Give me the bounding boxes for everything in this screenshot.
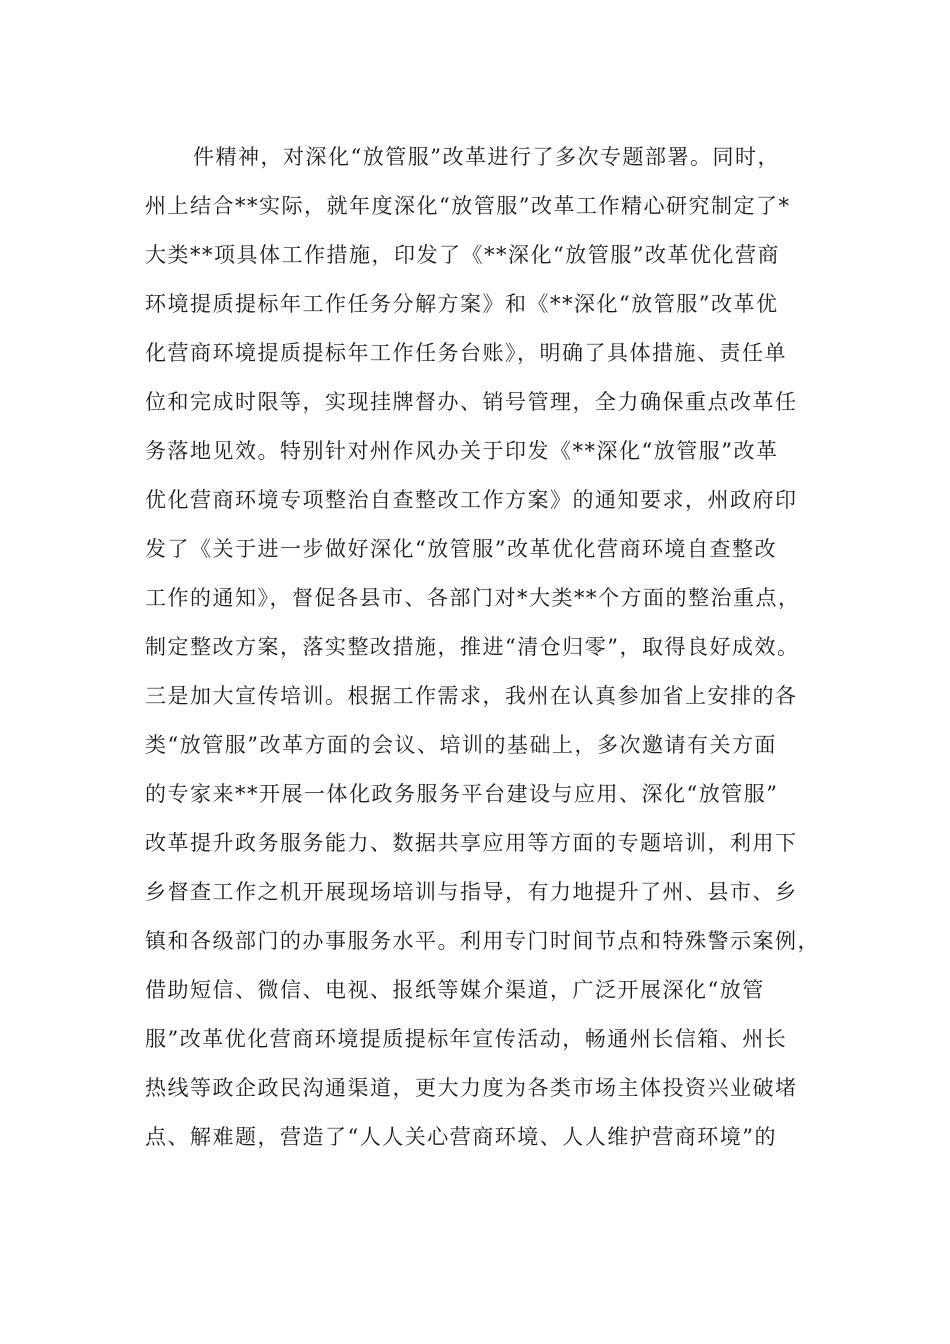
text-line-10: 工作的通知》，督促各县市、各部门对*大类**个方面的整治重点，	[145, 586, 801, 610]
text-line-20: 热线等政企政民沟通渠道，更大力度为各类市场主体投资兴业破堵	[145, 1076, 798, 1100]
text-line-14: 的专家来**开展一体化政务服务平台建设与应用、深化“放管服”	[145, 782, 779, 806]
text-line-8: 优化营商环境专项整治自查整改工作方案》的通知要求，州政府印	[145, 488, 798, 512]
text-line-6: 位和完成时限等，实现挂牌督办、销号管理，全力确保重点改革任	[145, 390, 798, 414]
text-line-18: 借助短信、微信、电视、报纸等媒介渠道，广泛开展深化“放管	[145, 978, 765, 1002]
text-line-1: 件精神，对深化“放管服”改革进行了多次专题部署。同时，	[193, 145, 780, 169]
text-line-13: 类“放管服”改革方面的会议、培训的基础上，多次邀请有关方面	[145, 733, 777, 757]
text-line-7: 务落地见效。特别针对州作风办关于印发《**深化“放管服”改革	[145, 439, 779, 463]
text-line-4: 环境提质提标年工作任务分解方案》和《**深化“放管服”改革优	[145, 292, 779, 316]
text-line-3: 大类**项具体工作措施，印发了《**深化“放管服”改革优化营商	[145, 243, 780, 267]
text-line-21: 点、解难题，营造了“人人关心营商环境、人人维护营商环境”的	[145, 1125, 777, 1149]
text-line-15: 改革提升政务服务能力、数据共享应用等方面的专题培训，利用下	[145, 831, 798, 855]
text-line-17: 镇和各级部门的办事服务水平。利用专门时间节点和特殊警示案例，	[145, 929, 820, 953]
text-line-19: 服”改革优化营商环境提质提标年宣传活动，畅通州长信箱、州长	[145, 1027, 788, 1051]
text-line-9: 发了《关于进一步做好深化“放管服”改革优化营商环境自查整改	[145, 537, 777, 561]
text-line-16: 乡督查工作之机开展现场培训与指导，有力地提升了州、县市、乡	[145, 880, 798, 904]
body-text	[145, 133, 820, 1162]
text-line-2: 州上结合**实际，就年度深化“放管服”改革工作精心研究制定了*	[145, 194, 791, 218]
text-line-5: 化营商环境提质提标年工作任务台账》，明确了具体措施、责任单	[145, 341, 787, 365]
text-line-11: 制定整改方案，落实整改措施，推进“清仓归零”，取得良好成效。	[145, 635, 800, 659]
text-line-12: 三是加大宣传培训。根据工作需求，我州在认真参加省上安排的各	[145, 684, 798, 708]
